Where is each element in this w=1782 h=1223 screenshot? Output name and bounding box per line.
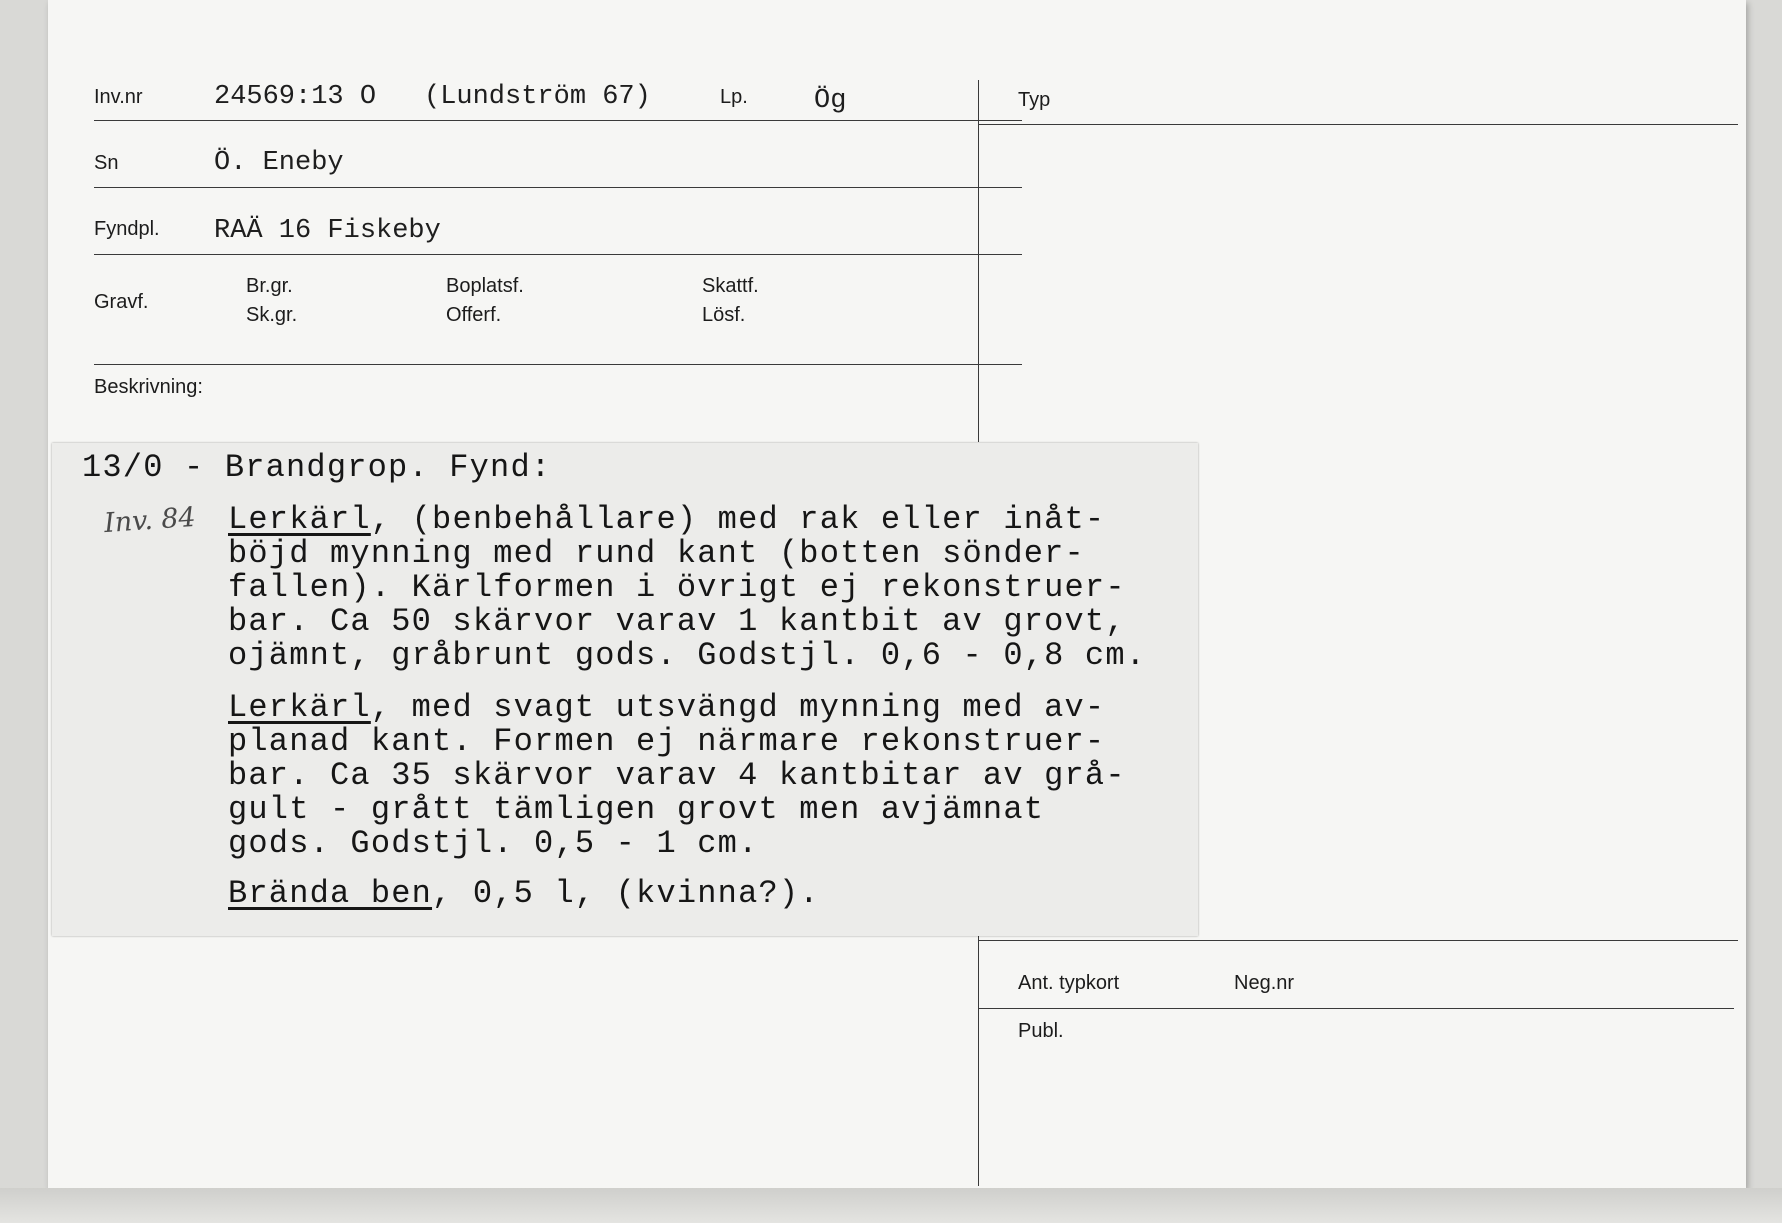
- description-line: bar. Ca 35 skärvor varav 4 kantbitar av grå-: [228, 757, 1126, 794]
- boplatsf-label: Boplatsf.: [446, 275, 524, 297]
- gravf-label: Gravf.: [94, 291, 149, 313]
- row-divider: [94, 364, 1022, 365]
- inv-nr-value: 24569:13 O: [214, 82, 377, 112]
- lp-value: Ög: [814, 86, 847, 116]
- inv-nr-note: (Lundström 67): [424, 82, 651, 112]
- description-line: bar. Ca 50 skärvor varav 1 kantbit av grovt,: [228, 603, 1126, 640]
- row-divider: [978, 124, 1738, 125]
- negnr-label: Neg.nr: [1234, 972, 1295, 994]
- description-line: ojämnt, gråbrunt gods. Godstjl. 0,6 - 0,8 cm.: [228, 637, 1147, 674]
- description-line: Lerkärl, (benbehållare) med rak eller inåt-: [228, 501, 1106, 538]
- scan-background: [0, 1188, 1782, 1223]
- sn-value: Ö. Eneby: [214, 148, 344, 178]
- sn-label: Sn: [94, 152, 119, 174]
- description-line: böjd mynning med rund kant (botten sönder-: [228, 535, 1085, 572]
- row-divider: [978, 940, 1738, 941]
- find-term: Lerkärl: [228, 501, 371, 538]
- fyndpl-label: Fyndpl.: [94, 218, 160, 240]
- row-divider: [94, 187, 1022, 188]
- description-line: Brända ben, 0,5 l, (kvinna?).: [228, 875, 820, 912]
- brgr-label: Br.gr.: [246, 275, 293, 297]
- lp-label: Lp.: [720, 86, 748, 108]
- fyndpl-value: RAÄ 16 Fiskeby: [214, 216, 441, 246]
- description-heading: 13/0 - Brandgrop. Fynd:: [82, 449, 552, 486]
- beskrivning-label: Beskrivning:: [94, 376, 203, 398]
- skattf-label: Skattf.: [702, 275, 759, 297]
- losf-label: Lösf.: [702, 304, 746, 326]
- description-line: Lerkärl, med svagt utsvängd mynning med av-: [228, 689, 1106, 726]
- description-line: fallen). Kärlformen i övrigt ej rekonstruer-: [228, 569, 1126, 606]
- row-divider: [978, 1008, 1734, 1009]
- find-term: Lerkärl: [228, 689, 371, 726]
- handwritten-note: Inv. 84: [103, 501, 197, 540]
- row-divider: [94, 120, 1022, 121]
- find-term: Brända ben: [228, 875, 433, 912]
- skgr-label: Sk.gr.: [246, 304, 298, 326]
- ant-typkort-label: Ant. typkort: [1018, 972, 1120, 994]
- column-divider: [978, 80, 979, 442]
- description-line: planad kant. Formen ej närmare rekonstruer-: [228, 723, 1106, 760]
- typ-label: Typ: [1018, 89, 1051, 111]
- column-divider: [978, 928, 979, 1186]
- inv-nr-label: Inv.nr: [94, 86, 143, 108]
- description-line: gods. Godstjl. 0,5 - 1 cm.: [228, 825, 759, 862]
- description-line: gult - grått tämligen grovt men avjämnat: [228, 791, 1045, 828]
- row-divider: [94, 254, 1022, 255]
- offerf-label: Offerf.: [446, 304, 502, 326]
- description-slip: [52, 443, 1198, 936]
- publ-label: Publ.: [1018, 1020, 1064, 1042]
